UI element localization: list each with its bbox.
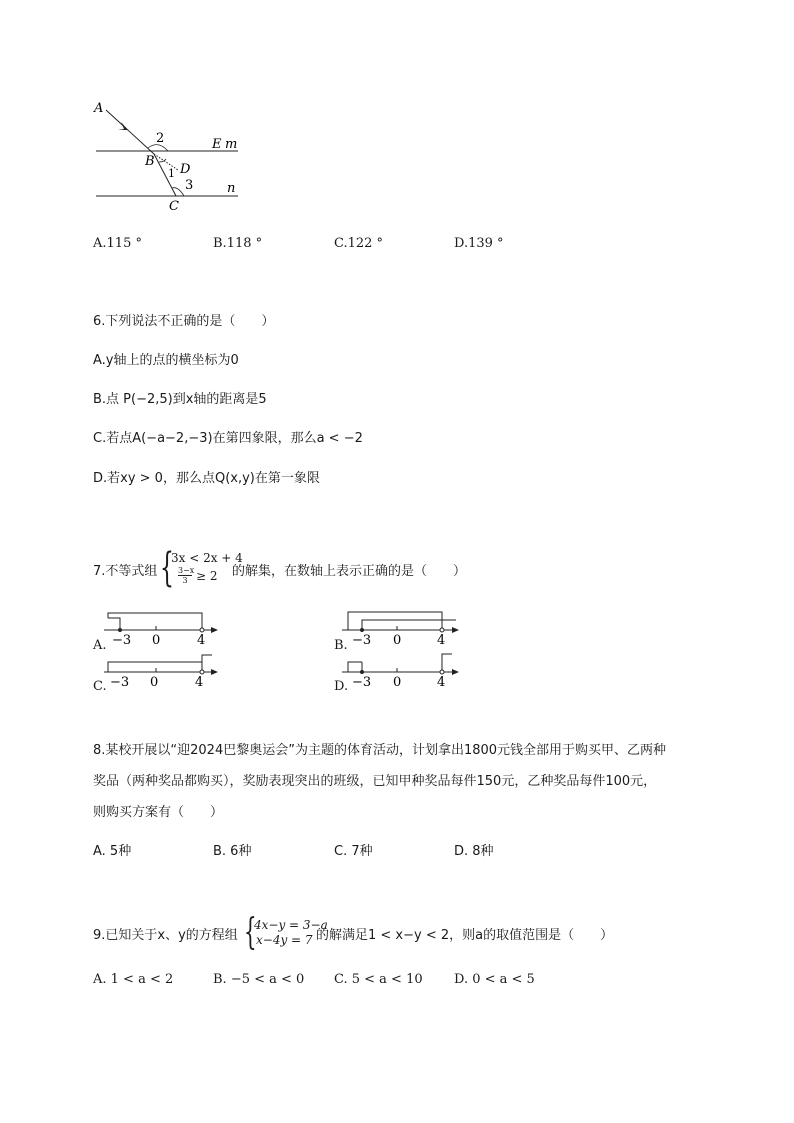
q9-option-a: A. 1 < a < 2	[93, 972, 174, 987]
q8-option-d: D. 8种	[454, 844, 494, 859]
ray-ab	[106, 110, 154, 154]
q8-option-b: B. 6种	[213, 844, 252, 859]
label-m: m	[225, 137, 238, 152]
tick-label: 4	[195, 675, 204, 690]
q7-option-a-label: A.	[93, 638, 107, 653]
q7-eq2-denominator: 3	[182, 576, 188, 585]
tick-label: −3	[352, 675, 372, 690]
label-2: 2	[156, 131, 165, 146]
q5-option-d: D.139 °	[454, 236, 504, 251]
q9-option-d: D. 0 < a < 5	[454, 972, 535, 987]
label-c: C	[169, 199, 179, 214]
q6-option-a: A.y轴上的点的横坐标为0	[93, 353, 239, 368]
q5-option-b: B.118 °	[213, 236, 263, 251]
q6-question: 6.下列说法不正确的是（ ）	[93, 314, 275, 329]
q9-prefix: 9.已知关于x、y的方程组	[93, 928, 238, 943]
q7-prefix: 7.不等式组	[93, 564, 158, 579]
q7-option-c-label: C.	[93, 679, 107, 694]
label-b: B	[145, 154, 155, 169]
q9-brace: {	[244, 912, 257, 953]
q7-suffix: 的解集，在数轴上表示正确的是（ ）	[232, 564, 467, 579]
q6-option-b: B.点 P(−2,5)到x轴的距离是5	[93, 392, 267, 407]
label-n: n	[227, 181, 236, 196]
label-d: D	[180, 162, 191, 177]
q8-line-2: 奖品（两种奖品都购买），奖励表现突出的班级，已知甲种奖品每件150元，乙种奖品每件100元，	[93, 774, 657, 789]
tick-label: 4	[197, 633, 206, 648]
q9-option-c: C. 5 < a < 10	[334, 972, 423, 987]
q7-numberline-d	[342, 650, 467, 690]
q9-eq1: 4x−y = 3−a	[254, 918, 328, 932]
tick-label: 4	[437, 633, 446, 648]
q7-option-b-label: B.	[334, 638, 348, 653]
q9-suffix: 的解满足1 < x−y < 2，则a的取值范围是（ ）	[316, 928, 614, 943]
q7-eq2-numerator: 3−x	[178, 566, 195, 575]
q8-line-1: 8.某校开展以“迎2024巴黎奥运会”为主题的体育活动，计划拿出1800元钱全部用于购买甲、乙两种	[93, 743, 667, 758]
tick-label: 0	[393, 675, 402, 690]
tick-label: −3	[110, 675, 130, 690]
q8-line-3: 则购买方案有（ ）	[93, 805, 224, 820]
q7-numberline-b	[342, 608, 467, 648]
label-e: E	[212, 137, 222, 152]
arrow-head	[118, 122, 128, 130]
q8-option-c: C. 7种	[334, 844, 373, 859]
q6-option-c: C.若点A(−a−2,−3)在第四象限，那么a < −2	[93, 431, 363, 446]
q5-option-a: A.115 °	[93, 236, 142, 251]
q6-option-d: D.若xy > 0，那么点Q(x,y)在第一象限	[93, 471, 320, 486]
label-3: 3	[185, 178, 194, 193]
q7-eq2-frac	[178, 566, 195, 585]
q9-eq2: x−4y = 7	[256, 933, 313, 947]
q7-brace: {	[160, 545, 174, 591]
tick-label: −3	[112, 633, 132, 648]
q7-numberline-c	[104, 650, 224, 690]
tick-label: 0	[152, 633, 161, 648]
tick-label: 0	[150, 675, 159, 690]
label-1: 1	[168, 167, 175, 180]
q7-option-d-label: D.	[334, 679, 349, 694]
q7-numberline-a	[104, 608, 224, 648]
q7-eq2-rest: ≥ 2	[196, 569, 218, 583]
tick-label: −3	[352, 633, 372, 648]
tick-label: 0	[393, 633, 402, 648]
tick-label: 4	[437, 675, 446, 690]
angle-figure	[88, 96, 248, 216]
label-a: A	[94, 101, 104, 116]
q9-option-b: B. −5 < a < 0	[213, 972, 305, 987]
q5-option-c: C.122 °	[334, 236, 384, 251]
q7-eq1: 3x < 2x + 4	[171, 551, 243, 565]
q8-option-a: A. 5种	[93, 844, 132, 859]
